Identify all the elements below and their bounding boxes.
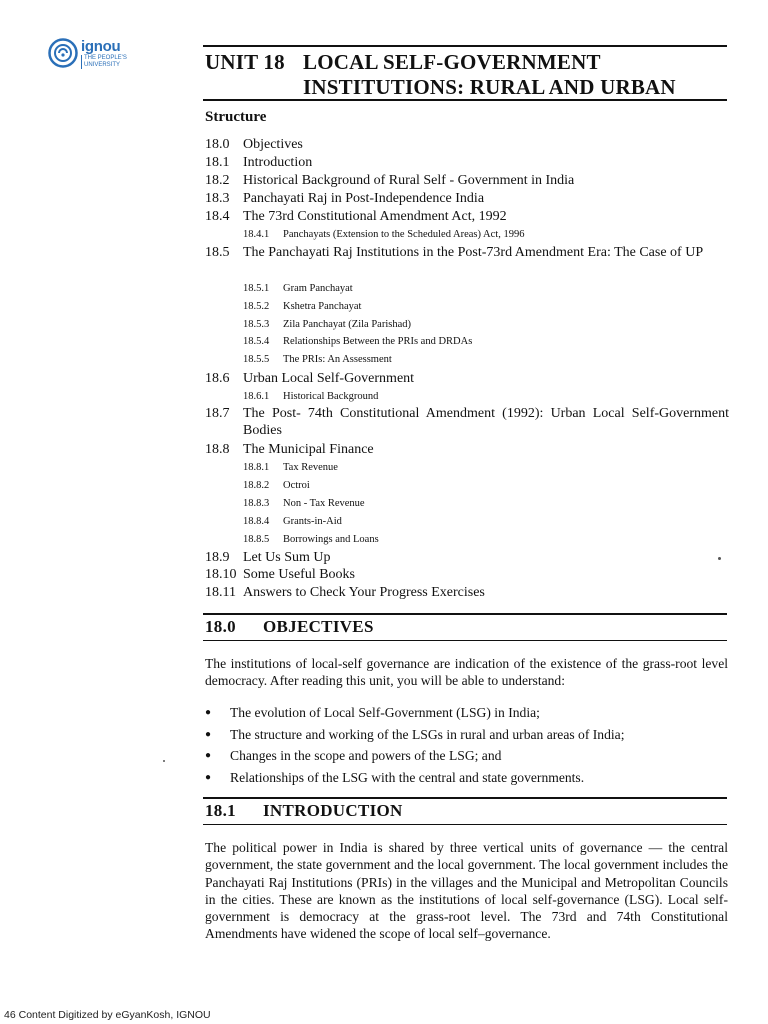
objectives-list [205, 702, 728, 788]
page-number: 46 [4, 1009, 16, 1021]
toc-subitem: 18.8.4 Grants-in-Aid [243, 516, 342, 527]
toc-item: 18.7 The Post- 74th Constitutional Amendment (1992): Urban Local Self-Government Bodies [205, 406, 729, 438]
toc-item: 18.4 The 73rd Constitutional Amendment Act, 1992 [205, 209, 507, 224]
toc-item: 18.10 Some Useful Books [205, 567, 355, 582]
toc-subitem: 18.6.1 Historical Background [243, 391, 379, 402]
unit-number: UNIT 18 [205, 50, 285, 74]
list-item: ● The evolution of Local Self-Government (LSG) in India; [205, 702, 728, 724]
toc-item: 18.1 Introduction [205, 155, 313, 170]
toc-item: 18.8 The Municipal Finance [205, 442, 374, 457]
toc-subitem: 18.5.4 Relationships Between the PRIs and DRDAs [243, 336, 473, 347]
section-rule [203, 824, 727, 825]
introduction-heading: 18.1 INTRODUCTION [205, 801, 403, 820]
section-rule [203, 797, 727, 799]
header-rule-top [203, 45, 727, 47]
footer-credit: Content Digitized by eGyanKosh, IGNOU [18, 1009, 211, 1021]
unit-title-line1: LOCAL SELF-GOVERNMENT [303, 50, 601, 74]
toc-subitem: 18.5.5 The PRIs: An Assessment [243, 354, 392, 365]
logo-name: ignou [81, 38, 121, 55]
toc-item: 18.3 Panchayati Raj in Post-Independence India [205, 191, 485, 206]
objectives-intro: The institutions of local-self governance are indication of the existence of the grass-root level democracy. After reading this unit, you will be able to understand: [205, 656, 728, 689]
toc-subitem: 18.8.1 Tax Revenue [243, 462, 338, 473]
ignou-logo [48, 38, 148, 72]
toc-item: 18.9 Let Us Sum Up [205, 550, 331, 565]
page-footer [4, 1009, 211, 1021]
toc-subitem: 18.4.1 Panchayats (Extension to the Scheduled Areas) Act, 1996 [243, 229, 525, 240]
unit-title-line2: INSTITUTIONS: RURAL AND URBAN [303, 75, 676, 99]
section-rule [203, 640, 727, 641]
unit-title [205, 50, 601, 74]
toc-subitem: 18.8.2 Octroi [243, 480, 310, 491]
objectives-heading: 18.0 OBJECTIVES [205, 617, 374, 636]
scan-speck [718, 557, 721, 560]
toc-item: 18.5 The Panchayati Raj Institutions in the Post-73rd Amendment Era: The Case of UP [205, 245, 704, 260]
toc-subitem: 18.8.3 Non - Tax Revenue [243, 498, 365, 509]
list-item: ● Changes in the scope and powers of the LSG; and [205, 745, 728, 767]
toc-subitem: 18.5.3 Zila Panchayat (Zila Parishad) [243, 319, 411, 330]
logo-tagline: THE PEOPLE'S UNIVERSITY [81, 55, 127, 69]
list-item: ● Relationships of the LSG with the central and state governments. [205, 767, 728, 789]
introduction-text: The political power in India is shared by three vertical units of governance — the central government, the state government and the local government. The local government includes the Panchayati Raj Institutions (PRIs) in the villages and the Municipal and Metropolitan Councils in the cities. These are known as the institutions of local self-governance (LSG). Local self-government is democracy at the grass-root level. The 73rd and 74th Constitutional Amendments have widened the scope of local self–governance. [205, 840, 728, 942]
section-rule [203, 613, 727, 615]
toc-item: 18.2 Historical Background of Rural Self - Government in India [205, 173, 575, 188]
scan-speck [163, 760, 165, 762]
list-item: ● The structure and working of the LSGs in rural and urban areas of India; [205, 724, 728, 746]
toc-subitem: 18.5.2 Kshetra Panchayat [243, 301, 362, 312]
header-rule-bottom [203, 99, 727, 101]
toc-subitem: 18.8.5 Borrowings and Loans [243, 534, 379, 545]
toc-item: 18.6 Urban Local Self-Government [205, 371, 415, 386]
toc-subitem: 18.5.1 Gram Panchayat [243, 283, 353, 294]
structure-heading: Structure [205, 109, 267, 125]
ignou-emblem-icon [48, 38, 78, 68]
toc-item: 18.11 Answers to Check Your Progress Exercises [205, 585, 485, 600]
toc-item: 18.0 Objectives [205, 137, 303, 152]
